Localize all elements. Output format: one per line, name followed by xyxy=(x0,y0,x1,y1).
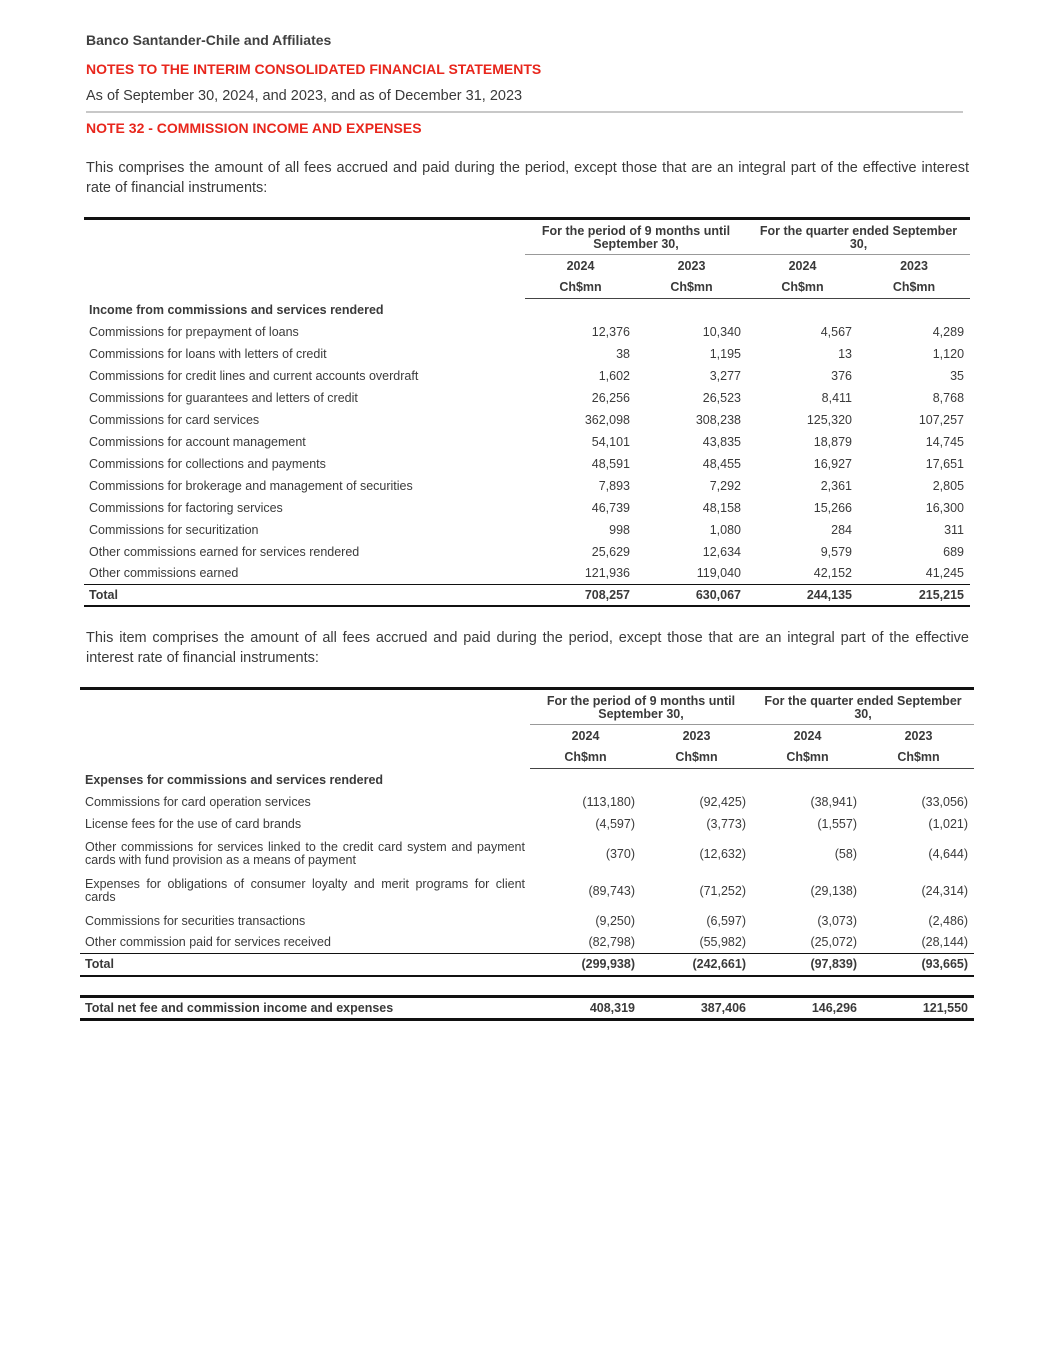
currency-header: Ch$mn xyxy=(752,747,863,769)
header-divider xyxy=(86,111,963,113)
note-title: NOTE 32 - COMMISSION INCOME AND EXPENSES xyxy=(86,120,422,136)
table-row: Commissions for credit lines and current accounts overdraft 1,602 3,277 376 35 xyxy=(89,368,965,383)
table-row: Commissions for securities transactions (9,250) (6,597) (3,073) (2,486) xyxy=(85,913,969,928)
income-rows xyxy=(84,321,970,585)
expenses-total-row: Total (299,938) (242,661) (97,839) (93,665) xyxy=(80,954,974,976)
table-row: Commissions for brokerage and management of securities 7,893 7,292 2,361 2,805 xyxy=(89,478,965,493)
income-section-title: Income from commissions and services rendered xyxy=(89,302,384,317)
year-header: 2024 xyxy=(747,255,858,277)
expenses-section-title: Expenses for commissions and services rendered xyxy=(85,772,384,787)
year-header-row xyxy=(84,255,970,277)
year-header: 2023 xyxy=(858,255,970,277)
currency-header-row xyxy=(80,747,974,769)
year-header: 2023 xyxy=(636,255,747,277)
table-row: Commissions for card services 362,098 308,238 125,320 107,257 xyxy=(89,412,965,427)
currency-header: Ch$mn xyxy=(641,747,752,769)
notes-title: NOTES TO THE INTERIM CONSOLIDATED FINANCIAL STATEMENTS xyxy=(86,61,542,77)
table-row: License fees for the use of card brands (4,597) (3,773) (1,557) (1,021) xyxy=(85,816,969,831)
year-header: 2023 xyxy=(863,725,974,747)
income-intro-paragraph: This comprises the amount of all fees accrued and paid during the period, except those that are an integral part of the effective interest rate of financial instruments: xyxy=(86,160,969,196)
expenses-intro-paragraph: This item comprises the amount of all fees accrued and paid during the period, except those that are an integral part of the effective interest rate of financial instruments: xyxy=(86,630,969,666)
document-header xyxy=(86,28,963,113)
column-group-header-row xyxy=(84,219,970,255)
period-9-months-header: For the period of 9 months until September 30, xyxy=(530,689,752,725)
table-row: Other commissions earned for services rendered 25,629 12,634 9,579 689 xyxy=(89,544,965,559)
income-table xyxy=(84,217,970,607)
section-header-row xyxy=(80,769,974,791)
column-group-header-row xyxy=(80,689,974,725)
period-9-months-header: For the period of 9 months until September 30, xyxy=(525,219,747,255)
table-row: Other commissions for services linked to the credit card system and payment cards with fund provision as a means of payment (370) (12,632) (58) (4,644) xyxy=(85,839,969,867)
company-name: Banco Santander-Chile and Affiliates xyxy=(86,32,332,48)
table-row: Other commissions earned 121,936 119,040 42,152 41,245 xyxy=(89,566,965,581)
quarter-header: For the quarter ended September 30, xyxy=(747,219,970,255)
year-header: 2024 xyxy=(525,255,636,277)
table-row: Commissions for prepayment of loans 12,376 10,340 4,567 4,289 xyxy=(89,324,965,339)
spacer-row xyxy=(80,976,974,997)
net-total-row: Total net fee and commission income and expenses 408,319 387,406 146,296 121,550 xyxy=(80,997,974,1020)
table-row: Commissions for loans with letters of credit 38 1,195 13 1,120 xyxy=(89,346,965,361)
currency-header: Ch$mn xyxy=(525,277,636,299)
year-header: 2023 xyxy=(641,725,752,747)
currency-header: Ch$mn xyxy=(858,277,970,299)
quarter-header: For the quarter ended September 30, xyxy=(752,689,974,725)
currency-header-row xyxy=(84,277,970,299)
table-row: Other commission paid for services received (82,798) (55,982) (25,072) (28,144) xyxy=(85,935,969,950)
expenses-table xyxy=(80,687,974,1021)
currency-header: Ch$mn xyxy=(863,747,974,769)
table-row: Commissions for account management 54,101 43,835 18,879 14,745 xyxy=(89,434,965,449)
currency-header: Ch$mn xyxy=(530,747,641,769)
year-header-row xyxy=(80,725,974,747)
currency-header: Ch$mn xyxy=(747,277,858,299)
section-header-row xyxy=(84,299,970,321)
table-row: Commissions for factoring services 46,739 48,158 15,266 16,300 xyxy=(89,500,965,515)
table-row: Commissions for card operation services (113,180) (92,425) (38,941) (33,056) xyxy=(85,794,969,809)
income-total-row: Total 708,257 630,067 244,135 215,215 xyxy=(84,585,970,606)
table-row: Commissions for collections and payments 48,591 48,455 16,927 17,651 xyxy=(89,456,965,471)
table-row: Expenses for obligations of consumer loyalty and merit programs for client cards (89,743) (71,252) (29,138) (24,314) xyxy=(85,877,969,904)
year-header: 2024 xyxy=(530,725,641,747)
report-period: As of September 30, 2024, and 2023, and as of December 31, 2023 xyxy=(86,88,523,104)
currency-header: Ch$mn xyxy=(636,277,747,299)
table-row: Commissions for securitization 998 1,080 284 311 xyxy=(89,522,965,537)
table-row: Commissions for guarantees and letters of credit 26,256 26,523 8,411 8,768 xyxy=(89,390,965,405)
year-header: 2024 xyxy=(752,725,863,747)
